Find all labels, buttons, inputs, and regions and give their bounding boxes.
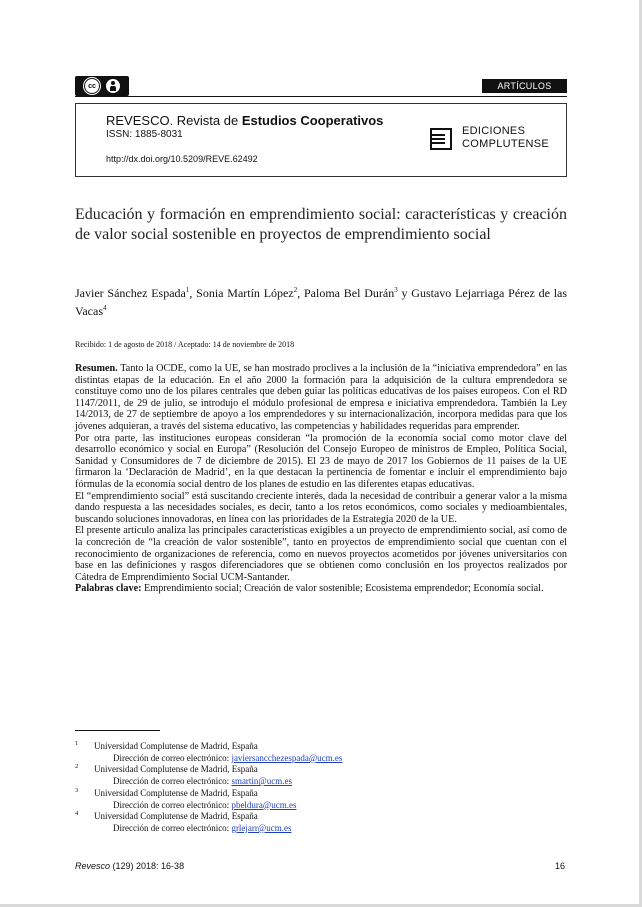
author: Gustavo Lejarriaga Pérez de las Vacas (75, 286, 568, 318)
abstract-paragraph: El presente artículo analiza las principales características exigibles a un proyecto de emprendimiento social, así como de la concreción de “la creación de valor sostenible”, tanto en proyectos de emprendimiento social que cuentan con el reconocimiento de organizaciones de referencia, como en nuevos proyectos acometidos por jóvenes universitarios con base en las definiciones y rasgos diferenciadores que se obtienen como conclusión en los proyectos realizados por Cátedra de Emprendimiento Social UCM-Santander. (75, 525, 567, 583)
abstract-text: Tanto la OCDE, como la UE, se han mostrado proclives a la inclusión de la “iniciativa emprendedora” en las distintas etapas de la educación. En el año 2000 la formación para la adquisición de la cultura emprendedora se constituye como uno de los pilares centrales que deben guiar las políticas educativas de los países europeos. Con el RD 1147/2011, de 29 de julio, se introdujo el módulo profesional de empresa e iniciativa emprendedora. También la Ley 14/2013, de 27 de septiembre de apoyo a los emprendedores y su internacionalización, incorpora medidas para que los jóvenes adquieran, a través del sistema educativo, las competencias y habilidades requeridas para emprender. (75, 363, 567, 432)
footnote-number: 3 (75, 786, 79, 794)
author-affiliation-mark[interactable]: 2 (293, 286, 298, 294)
abstract-paragraph: El “emprendimiento social” está suscitando creciente interés, dada la necesidad de contribuir a generar valor a la misma dando respuesta a las necesidades sociales, es decir, tanto a los retos económicos, como sociales y medioambientales, buscando soluciones innovadoras, en línea con las prioridades de la Estrategia 2020 de la UE. (75, 490, 567, 525)
footer-journal-name: Revesco (75, 861, 111, 871)
email-label: Dirección de correo electrónico: (113, 752, 232, 763)
abstract-label: Resumen. (75, 363, 118, 374)
received-dates: Recibido: 1 de agosto de 2018 / Aceptado: 14 de noviembre de 2018 (75, 340, 295, 349)
abstract-paragraph (75, 363, 567, 433)
article-title: Educación y formación en emprendimiento social: características y creación de valor social sostenible en proyectos de emprendimiento social (75, 206, 567, 243)
ediciones-complutense-logo-icon (430, 128, 452, 150)
author: Javier Sánchez Espada (75, 286, 186, 300)
issn: ISSN: 1885-8031 (106, 129, 183, 140)
footnote-number: 4 (75, 810, 79, 818)
footer-citation (75, 861, 184, 871)
header-rule (75, 96, 567, 97)
footnote-email-line (113, 800, 567, 812)
footnote-email-line (113, 776, 567, 788)
journal-name-bold: Estudios Cooperativos (241, 113, 384, 128)
keywords-label: Palabras clave: (75, 583, 142, 595)
footnote-rule (75, 730, 160, 731)
footnote (75, 764, 567, 787)
email-label: Dirección de correo electrónico: (113, 822, 232, 833)
email-label: Dirección de correo electrónico: (113, 799, 232, 810)
abstract (75, 363, 567, 595)
footnote-number: 2 (75, 763, 79, 771)
keywords-text: Emprendimiento social; Creación de valor sostenible; Ecosistema emprendedor; Economía social. (144, 583, 544, 595)
footnote-email-line (113, 823, 567, 835)
footnote-affiliation: Universidad Complutense de Madrid, España (94, 787, 258, 798)
email-link[interactable]: javiersancchezespada@ucm.es (231, 752, 343, 763)
cc-license-icon[interactable] (75, 76, 129, 96)
abstract-paragraph: Por otra parte, las instituciones europeas consideran “la promoción de la economía social como motor clave del desarrollo económico y social en Europa” (Resolución del Consejo Europeo de ministros de Empleo, Política Social, Sanidad y Consumidores de 7 de diciembre de 2015). El 23 de mayo de 2017 los Gobiernos de 11 países de la UE firmaron la ‘Declaración de Madrid’, en la que destacan la pertinencia de fomentar e incluir el emprendimiento bajo fórmulas de la economía social dentro de los planes de estudio en las diferentes etapas educativas. (75, 432, 567, 490)
author-affiliation-mark[interactable]: 4 (102, 304, 107, 312)
footnotes (75, 741, 567, 835)
author-affiliation-mark[interactable]: 1 (185, 286, 190, 294)
email-link[interactable]: grlejarr@ucm.es (231, 822, 292, 833)
journal-name-prefix: REVESCO. Revista de (106, 113, 242, 128)
publisher-name (462, 125, 549, 151)
author: Sonia Martín López (196, 286, 294, 300)
journal-name (106, 113, 383, 128)
footnote (75, 788, 567, 811)
author: Paloma Bel Durán (304, 286, 395, 300)
footnote-email-line (113, 753, 567, 765)
cc-logo-icon: cc (84, 78, 100, 94)
attribution-icon (106, 79, 120, 93)
footnote (75, 811, 567, 834)
email-link[interactable]: smartin@ucm.es (231, 776, 292, 787)
journal-info-box (75, 103, 567, 177)
publisher-line-2: COMPLUTENSE (462, 138, 550, 150)
author-affiliation-mark[interactable]: 3 (394, 286, 398, 294)
author-separator: , (189, 286, 197, 300)
footnote-affiliation: Universidad Complutense de Madrid, España (94, 741, 258, 751)
email-link[interactable]: pbeldura@ucm.es (231, 799, 297, 810)
doi-link[interactable]: http://dx.doi.org/10.5209/REVE.62492 (106, 154, 258, 164)
author-list (75, 283, 567, 319)
footnote-affiliation: Universidad Complutense de Madrid, España (94, 811, 258, 822)
footnote-affiliation: Universidad Complutense de Madrid, España (94, 764, 258, 775)
author-separator: , (297, 286, 304, 300)
page-number: 16 (555, 861, 566, 871)
footnote (75, 741, 567, 764)
section-tag: ARTÍCULOS (482, 79, 567, 93)
footer-volume-pages: (129) 2018: 16-38 (110, 861, 185, 871)
keywords (75, 583, 567, 595)
email-label: Dirección de correo electrónico: (113, 776, 232, 787)
author-separator: y (397, 286, 412, 300)
footnote-number: 1 (75, 740, 79, 747)
publisher-line-1: EDICIONES (462, 125, 526, 137)
